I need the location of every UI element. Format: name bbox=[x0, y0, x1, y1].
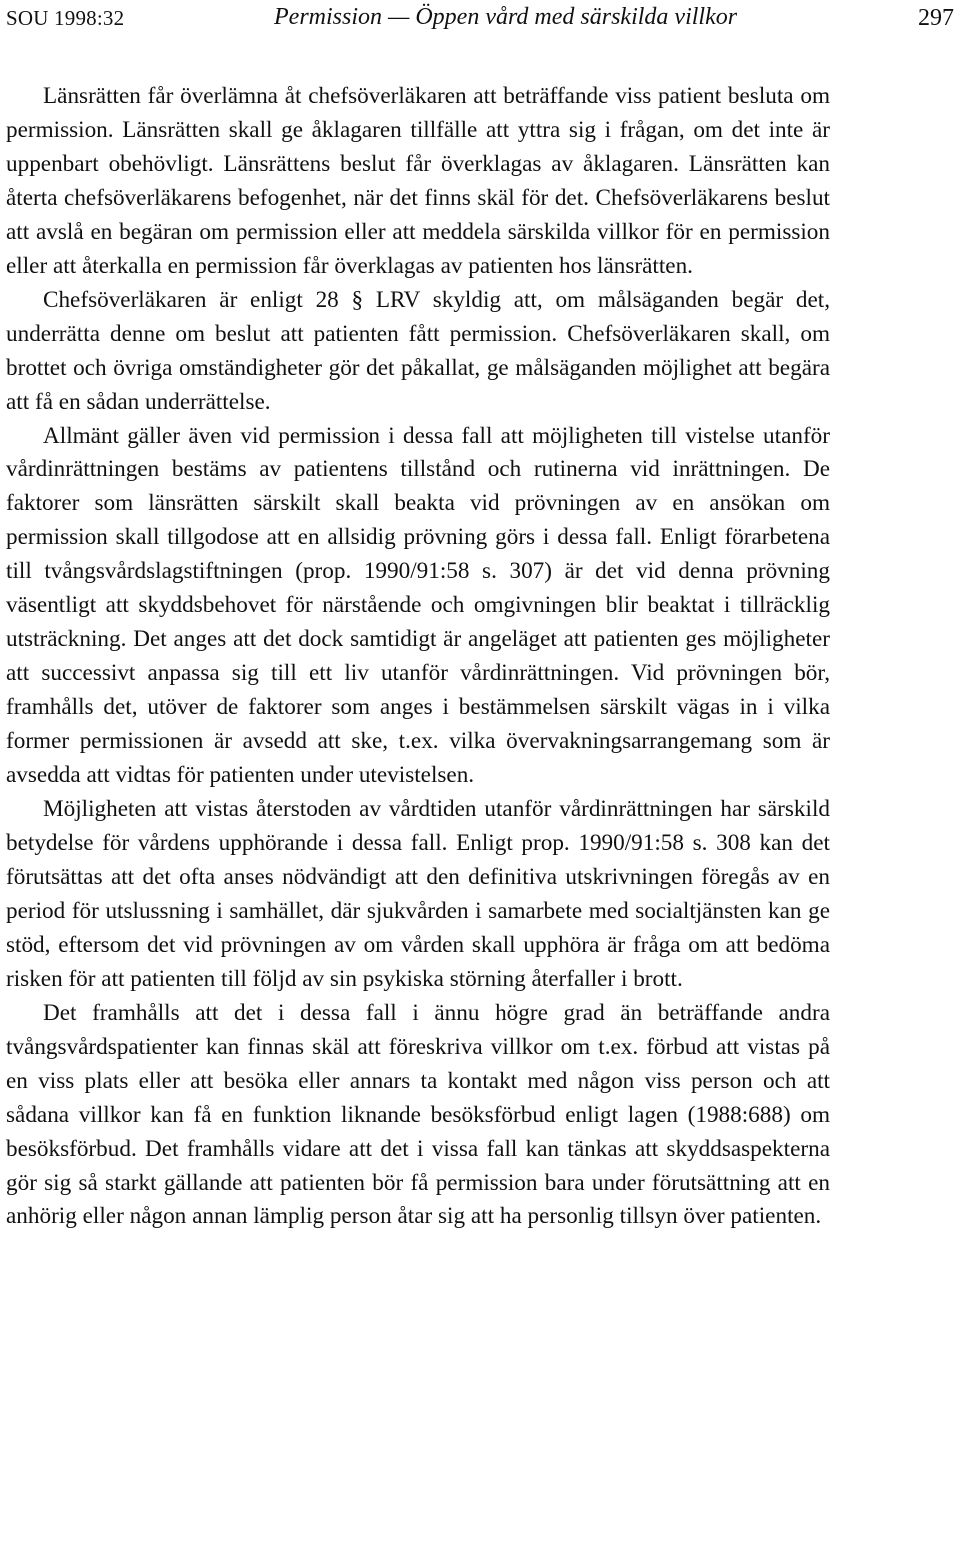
page-number: 297 bbox=[918, 4, 954, 31]
report-reference: SOU 1998:32 bbox=[6, 5, 125, 30]
paragraph-1: Länsrätten får överlämna åt chefsöverläkaren att beträffande viss patient besluta om permission. Länsrätten skall ge åklagaren tillfälle att yttra sig i frågan, om det inte är uppenbart obehövligt. Länsrättens beslut får överklagas av åklagaren. Länsrätten kan återta chefsöverläkarens befogenhet, när det finns skäl för det. Chefsöverläkarens beslut att avslå en begäran om permission eller att meddela särskilda villkor för en permission eller att återkalla en permission får överklagas av patienten hos länsrätten. bbox=[6, 83, 830, 279]
paragraph-3: Allmänt gäller även vid permission i dessa fall att möjligheten till vistelse utanför vårdinrättningen bestäms av patientens tillstånd och rutinerna vid inrättningen. De faktorer som länsrätten särskilt skall beakta vid prövningen av en ansökan om permission skall tillgodose att en allsidig prövning görs i dessa fall. Enligt förarbetena till tvångsvårdslagstiftningen (prop. 1990/91:58 s. 307) är det vid denna prövning väsentligt att skyddsbehovet för närstående och omgivningen blir beaktat i tillräcklig utsträckning. Det anges att det dock samtidigt är angeläget att patienten ges möjligheter att successivt anpassa sig till ett liv utanför vårdinrättningen. Vid prövningen bör, framhålls det, utöver de faktorer som anges i bestämmelsen särskilt vägas in i vilka former permissionen är avsedd att ske, t.ex. vilka övervakningsarrangemang som är avsedda att vidtas för patienten under utevistelsen. bbox=[6, 422, 830, 789]
chapter-title: Permission — Öppen vård med särskilda villkor bbox=[274, 4, 738, 30]
body-text bbox=[6, 80, 830, 1234]
paragraph-2: Chefsöverläkaren är enligt 28 § LRV skyldig att, om målsäganden begär det, underrätta denne om beslut att patienten fått permission. Chefsöverläkaren skall, om brottet och övriga omständigheter gör det påkallat, ge målsäganden möjlighet att begära att få en sådan underrättelse. bbox=[6, 286, 830, 415]
paragraph-4: Möjligheten att vistas återstoden av vårdtiden utanför vårdinrättningen har särskild betydelse för vårdens upphörande i dessa fall. Enligt prop. 1990/91:58 s. 308 kan det förutsättas att det ofta anses nödvändigt att den definitiva utskrivningen föregås av en period för utslussning i samhället, där sjukvården i samarbete med socialtjänsten kan ge stöd, eftersom det vid prövningen av om vården skall upphöra är fråga om att bedöma risken för att patienten till följd av sin psykiska störning återfaller i brott. bbox=[6, 796, 830, 992]
paragraph-5: Det framhålls att det i dessa fall i ännu högre grad än beträffande andra tvångsvårdspatienter kan finnas skäl att föreskriva villkor om t.ex. förbud att vistas på en viss plats eller att besöka eller annars ta kontakt med någon viss person och att sådana villkor kan få en funktion liknande besöksförbud enligt lagen (1988:688) om besöksförbud. Det framhålls vidare att det i vissa fall kan tänkas att skyddsaspekterna gör sig så starkt gällande att patienten bör få permission bara under förutsättning att en anhörig eller någon annan lämplig person åtar sig att ha personlig tillsyn över patienten. bbox=[6, 999, 830, 1230]
running-header bbox=[6, 0, 954, 36]
